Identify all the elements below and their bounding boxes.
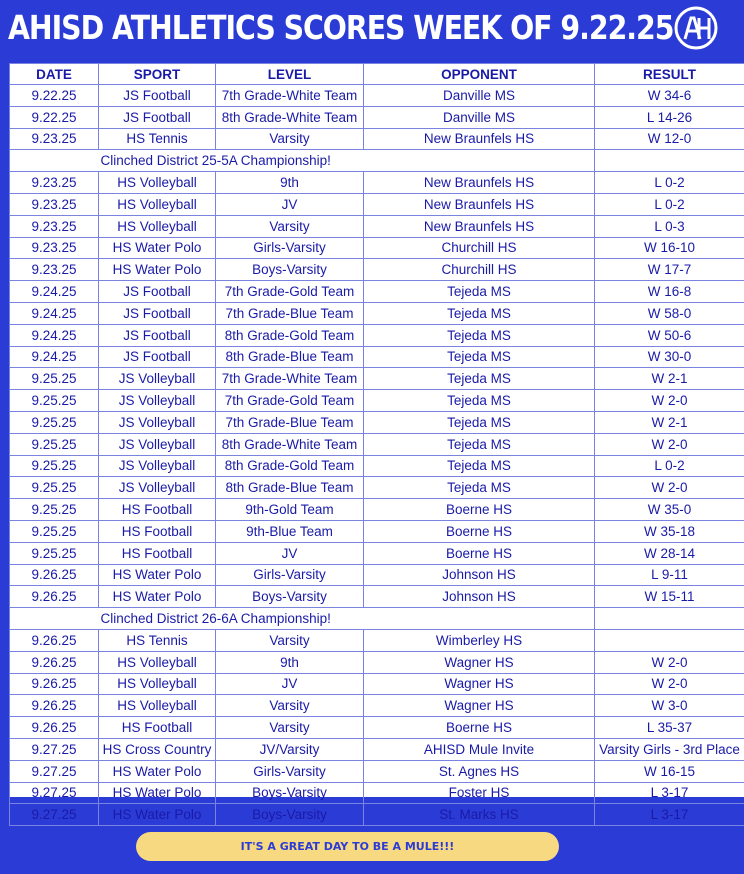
table-row (10, 651, 744, 673)
result-cell: W 35-0 (595, 499, 744, 521)
date-cell: 9.26.25 (10, 586, 99, 608)
scores-table-container (9, 63, 744, 823)
opponent-cell: Boerne HS (364, 499, 595, 521)
school-logo-icon (674, 6, 718, 50)
opponent-cell: Danville MS (364, 85, 595, 107)
result-cell (595, 629, 744, 651)
header (0, 0, 744, 58)
table-row (10, 193, 744, 215)
opponent-cell: Johnson HS (364, 564, 595, 586)
sport-cell: JS Football (99, 346, 216, 368)
level-cell: Varsity (216, 128, 364, 150)
result-cell: L 0-2 (595, 455, 744, 477)
date-cell: 9.24.25 (10, 346, 99, 368)
date-cell: 9.22.25 (10, 106, 99, 128)
date-cell: 9.25.25 (10, 477, 99, 499)
note-result-cell (595, 608, 744, 630)
level-cell: 9th (216, 651, 364, 673)
result-cell: L 0-3 (595, 215, 744, 237)
opponent-cell: Tejeda MS (364, 302, 595, 324)
sport-cell: JS Football (99, 106, 216, 128)
opponent-cell: Tejeda MS (364, 324, 595, 346)
table-row (10, 542, 744, 564)
table-note-row (10, 608, 744, 630)
date-cell: 9.22.25 (10, 85, 99, 107)
date-cell: 9.24.25 (10, 324, 99, 346)
date-cell: 9.26.25 (10, 651, 99, 673)
date-cell: 9.26.25 (10, 695, 99, 717)
result-cell: W 2-1 (595, 368, 744, 390)
table-row (10, 215, 744, 237)
result-cell: W 35-18 (595, 520, 744, 542)
opponent-cell: Tejeda MS (364, 281, 595, 303)
table-row (10, 368, 744, 390)
date-cell: 9.26.25 (10, 629, 99, 651)
table-row (10, 499, 744, 521)
sport-cell: HS Water Polo (99, 782, 216, 804)
date-cell: 9.27.25 (10, 760, 99, 782)
opponent-cell: Danville MS (364, 106, 595, 128)
opponent-cell: Wagner HS (364, 651, 595, 673)
sport-cell: HS Football (99, 499, 216, 521)
sport-cell: JS Football (99, 85, 216, 107)
level-cell: Boys-Varsity (216, 804, 364, 826)
opponent-cell: Tejeda MS (364, 477, 595, 499)
table-row (10, 477, 744, 499)
opponent-cell: New Braunfels HS (364, 193, 595, 215)
note-result-cell (595, 150, 744, 172)
date-cell: 9.27.25 (10, 738, 99, 760)
mule-slogan-button[interactable]: IT'S A GREAT DAY TO BE A MULE!!! (136, 832, 559, 861)
note-spacer-cell (10, 150, 99, 172)
table-row (10, 324, 744, 346)
opponent-cell: New Braunfels HS (364, 215, 595, 237)
result-cell: W 2-0 (595, 433, 744, 455)
opponent-cell: Boerne HS (364, 520, 595, 542)
sport-cell: JS Volleyball (99, 411, 216, 433)
sport-cell: HS Water Polo (99, 564, 216, 586)
result-cell: W 2-0 (595, 673, 744, 695)
level-cell: Varsity (216, 215, 364, 237)
table-note-row (10, 150, 744, 172)
date-cell: 9.23.25 (10, 172, 99, 194)
table-row (10, 760, 744, 782)
level-cell: 8th Grade-Blue Team (216, 346, 364, 368)
sport-cell: HS Football (99, 542, 216, 564)
table-row (10, 586, 744, 608)
table-row (10, 85, 744, 107)
level-cell: Girls-Varsity (216, 760, 364, 782)
date-cell: 9.23.25 (10, 237, 99, 259)
date-cell: 9.27.25 (10, 782, 99, 804)
sport-cell: HS Water Polo (99, 586, 216, 608)
sport-cell: HS Volleyball (99, 215, 216, 237)
opponent-cell: Wagner HS (364, 695, 595, 717)
opponent-cell: New Braunfels HS (364, 128, 595, 150)
level-cell: Varsity (216, 717, 364, 739)
sport-cell: JS Volleyball (99, 477, 216, 499)
opponent-cell: St. Agnes HS (364, 760, 595, 782)
opponent-cell: Tejeda MS (364, 346, 595, 368)
page-title: AHISD ATHLETICS SCORES WEEK OF 9.22.25 (8, 8, 674, 47)
sport-cell: HS Volleyball (99, 651, 216, 673)
date-cell: 9.25.25 (10, 368, 99, 390)
opponent-cell: Boerne HS (364, 717, 595, 739)
date-cell: 9.23.25 (10, 193, 99, 215)
level-cell: JV (216, 542, 364, 564)
sport-cell: HS Cross Country (99, 738, 216, 760)
table-row (10, 695, 744, 717)
sport-cell: HS Volleyball (99, 673, 216, 695)
scores-table (9, 63, 744, 826)
level-cell: Girls-Varsity (216, 564, 364, 586)
sport-cell: HS Football (99, 717, 216, 739)
opponent-cell: Tejeda MS (364, 411, 595, 433)
opponent-cell: Tejeda MS (364, 433, 595, 455)
result-cell: W 17-7 (595, 259, 744, 281)
result-cell: W 16-15 (595, 760, 744, 782)
opponent-cell: Tejeda MS (364, 368, 595, 390)
table-header-row (10, 64, 744, 85)
date-cell: 9.23.25 (10, 215, 99, 237)
result-cell: L 0-2 (595, 172, 744, 194)
result-cell: W 50-6 (595, 324, 744, 346)
result-cell: W 16-10 (595, 237, 744, 259)
level-cell: 7th Grade-White Team (216, 85, 364, 107)
table-row (10, 520, 744, 542)
date-cell: 9.25.25 (10, 390, 99, 412)
table-row (10, 346, 744, 368)
date-cell: 9.26.25 (10, 673, 99, 695)
sport-cell: HS Volleyball (99, 172, 216, 194)
date-cell: 9.27.25 (10, 804, 99, 826)
level-cell: 9th-Blue Team (216, 520, 364, 542)
table-row (10, 106, 744, 128)
result-cell: W 30-0 (595, 346, 744, 368)
sport-cell: HS Football (99, 520, 216, 542)
sport-cell: HS Water Polo (99, 259, 216, 281)
date-cell: 9.25.25 (10, 411, 99, 433)
level-cell: 7th Grade-White Team (216, 368, 364, 390)
date-cell: 9.25.25 (10, 542, 99, 564)
result-cell: W 34-6 (595, 85, 744, 107)
result-cell: W 2-0 (595, 651, 744, 673)
level-cell: 7th Grade-Blue Team (216, 302, 364, 324)
level-cell: JV (216, 673, 364, 695)
result-cell: W 28-14 (595, 542, 744, 564)
opponent-cell: Boerne HS (364, 542, 595, 564)
column-header-opponent: OPPONENT (364, 64, 595, 85)
sport-cell: JS Football (99, 281, 216, 303)
sport-cell: HS Water Polo (99, 804, 216, 826)
table-row (10, 259, 744, 281)
table-body (10, 85, 744, 826)
level-cell: Girls-Varsity (216, 237, 364, 259)
level-cell: 7th Grade-Gold Team (216, 281, 364, 303)
sport-cell: JS Volleyball (99, 433, 216, 455)
level-cell: Varsity (216, 629, 364, 651)
table-row (10, 281, 744, 303)
level-cell: 8th Grade-Gold Team (216, 324, 364, 346)
result-cell: W 58-0 (595, 302, 744, 324)
result-cell: W 2-1 (595, 411, 744, 433)
column-header-level: LEVEL (216, 64, 364, 85)
result-cell: W 12-0 (595, 128, 744, 150)
result-cell: Varsity Girls - 3rd Place (595, 738, 744, 760)
opponent-cell: Wagner HS (364, 673, 595, 695)
result-cell: W 2-0 (595, 477, 744, 499)
date-cell: 9.23.25 (10, 128, 99, 150)
sport-cell: JS Volleyball (99, 455, 216, 477)
table-row (10, 455, 744, 477)
result-cell: W 2-0 (595, 390, 744, 412)
level-cell: 8th Grade-White Team (216, 106, 364, 128)
date-cell: 9.24.25 (10, 281, 99, 303)
result-cell: L 3-17 (595, 782, 744, 804)
level-cell: Boys-Varsity (216, 259, 364, 281)
opponent-cell: New Braunfels HS (364, 172, 595, 194)
sport-cell: JS Football (99, 302, 216, 324)
championship-note: Clinched District 25-5A Championship! (99, 150, 595, 172)
table-row (10, 673, 744, 695)
result-cell: L 3-17 (595, 804, 744, 826)
level-cell: Boys-Varsity (216, 586, 364, 608)
table-row (10, 302, 744, 324)
date-cell: 9.26.25 (10, 564, 99, 586)
sport-cell: HS Water Polo (99, 760, 216, 782)
result-cell: W 15-11 (595, 586, 744, 608)
result-cell: L 35-37 (595, 717, 744, 739)
table-row (10, 172, 744, 194)
level-cell: 8th Grade-Gold Team (216, 455, 364, 477)
opponent-cell: Foster HS (364, 782, 595, 804)
opponent-cell: Churchill HS (364, 237, 595, 259)
table-row (10, 738, 744, 760)
level-cell: Varsity (216, 695, 364, 717)
opponent-cell: Tejeda MS (364, 390, 595, 412)
date-cell: 9.25.25 (10, 455, 99, 477)
level-cell: 9th (216, 172, 364, 194)
level-cell: 8th Grade-Blue Team (216, 477, 364, 499)
result-cell: L 0-2 (595, 193, 744, 215)
table-row (10, 804, 744, 826)
table-row (10, 390, 744, 412)
level-cell: JV/Varsity (216, 738, 364, 760)
result-cell: W 3-0 (595, 695, 744, 717)
date-cell: 9.25.25 (10, 499, 99, 521)
column-header-sport: SPORT (99, 64, 216, 85)
sport-cell: JS Volleyball (99, 390, 216, 412)
level-cell: Boys-Varsity (216, 782, 364, 804)
sport-cell: HS Volleyball (99, 695, 216, 717)
level-cell: 9th-Gold Team (216, 499, 364, 521)
sport-cell: JS Football (99, 324, 216, 346)
sport-cell: HS Water Polo (99, 237, 216, 259)
date-cell: 9.26.25 (10, 717, 99, 739)
table-row (10, 629, 744, 651)
date-cell: 9.24.25 (10, 302, 99, 324)
date-cell: 9.23.25 (10, 259, 99, 281)
opponent-cell: Wimberley HS (364, 629, 595, 651)
note-spacer-cell (10, 608, 99, 630)
table-row (10, 237, 744, 259)
table-row (10, 564, 744, 586)
sport-cell: HS Tennis (99, 128, 216, 150)
opponent-cell: St. Marks HS (364, 804, 595, 826)
opponent-cell: Tejeda MS (364, 455, 595, 477)
table-row (10, 128, 744, 150)
sport-cell: HS Tennis (99, 629, 216, 651)
result-cell: W 16-8 (595, 281, 744, 303)
level-cell: JV (216, 193, 364, 215)
table-row (10, 717, 744, 739)
table-row (10, 433, 744, 455)
sport-cell: JS Volleyball (99, 368, 216, 390)
opponent-cell: AHISD Mule Invite (364, 738, 595, 760)
date-cell: 9.25.25 (10, 433, 99, 455)
level-cell: 7th Grade-Blue Team (216, 411, 364, 433)
sport-cell: HS Volleyball (99, 193, 216, 215)
level-cell: 8th Grade-White Team (216, 433, 364, 455)
column-header-result: RESULT (595, 64, 744, 85)
date-cell: 9.25.25 (10, 520, 99, 542)
championship-note: Clinched District 26-6A Championship! (99, 608, 595, 630)
table-row (10, 782, 744, 804)
opponent-cell: Johnson HS (364, 586, 595, 608)
table-row (10, 411, 744, 433)
result-cell: L 14-26 (595, 106, 744, 128)
level-cell: 7th Grade-Gold Team (216, 390, 364, 412)
column-header-date: DATE (10, 64, 99, 85)
result-cell: L 9-11 (595, 564, 744, 586)
opponent-cell: Churchill HS (364, 259, 595, 281)
